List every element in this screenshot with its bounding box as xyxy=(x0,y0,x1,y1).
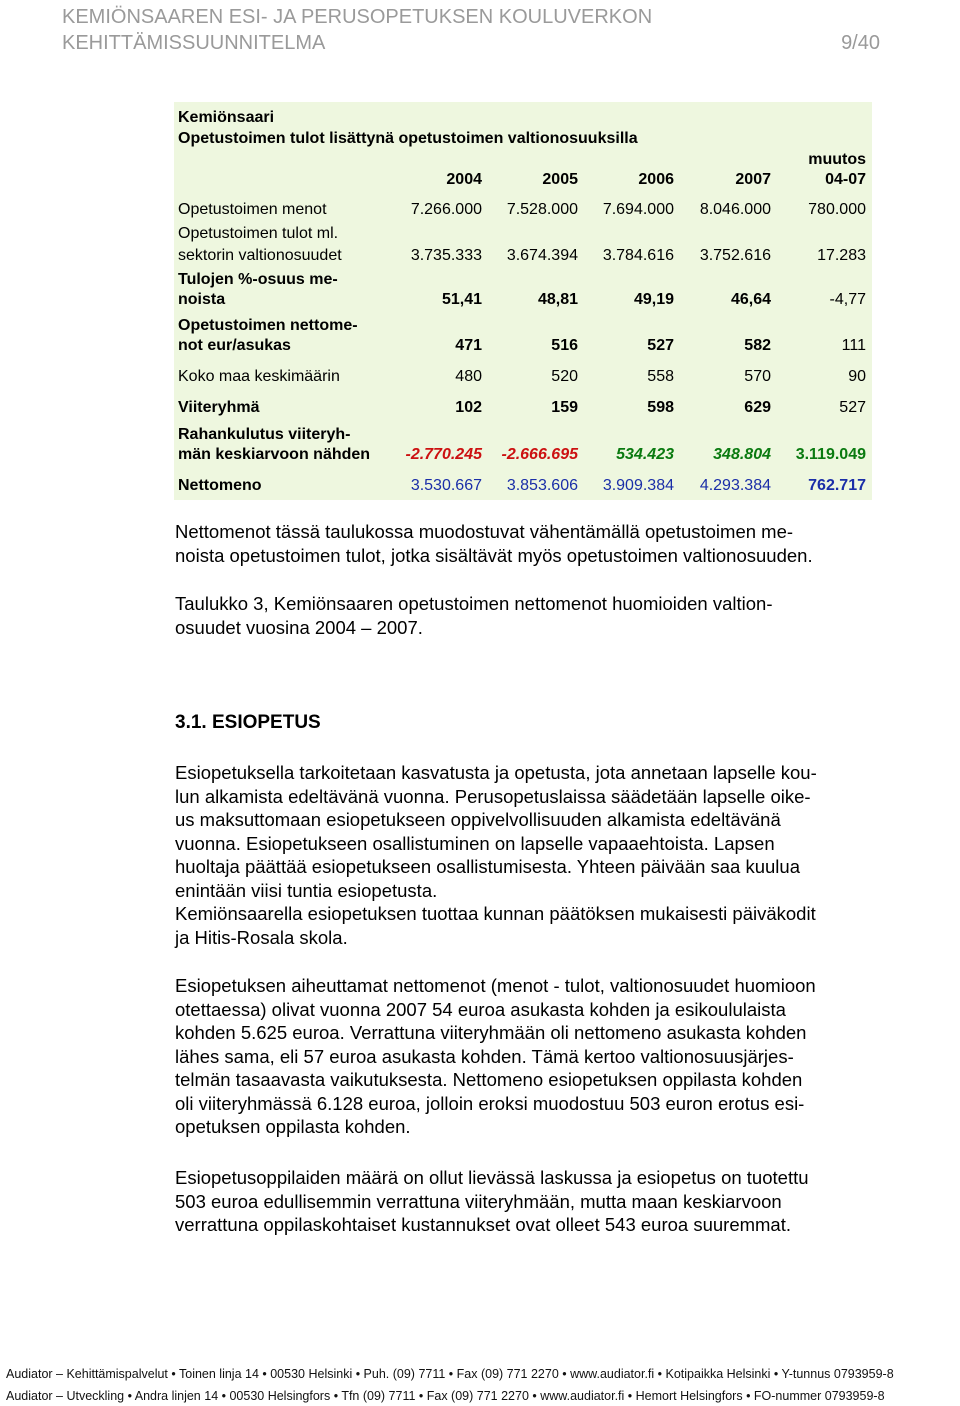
table-cell-change: 3.119.049 xyxy=(795,446,866,463)
text-line: enintään viisi tuntia esiopetusta. xyxy=(175,879,438,901)
text-line: lähes sama, eli 57 euroa asukasta kohden. Tämä kertoo valtionosuusjärjes- xyxy=(175,1045,794,1067)
text-line: osuudet vuosina 2004 – 2007. xyxy=(175,616,423,638)
paragraph-esiopetus-summary xyxy=(175,1166,895,1237)
table-caption-paragraph xyxy=(175,592,895,639)
text-line: telmän tasaavasta vaikutuksesta. Nettomeno esiopetuksen oppilasta kohden xyxy=(175,1069,803,1090)
footer-line-finnish: Audiator – Kehittämispalvelut • Toinen linja 14 • 00530 Helsinki • Puh. (09) 7711 • Fax (09) 771 2270 • www.audiator.fi • Kotipaikka Helsinki • Y-tunnus 0793959-8 xyxy=(6,1367,894,1381)
text-line: noista opetustoimen tulot, jotka sisältävät myös opetustoimen valtionosuuden. xyxy=(175,544,813,566)
col-header-2006: 2006 xyxy=(638,171,674,188)
row-label-nettomeno: Nettomeno xyxy=(178,477,262,494)
table-cell: 629 xyxy=(744,399,771,416)
table-cell: 51,41 xyxy=(441,291,482,308)
text-line: 503 euroa edullisemmin verrattuna viiteryhmään, mutta maan keskiarvoon xyxy=(175,1190,782,1212)
footer-line-swedish: Audiator – Utveckling • Andra linjen 14 • 00530 Helsingfors • Tfn (09) 7711 • Fax (09) 771 2270 • www.audiator.fi • Hemort Helsingfors • FO-nummer 0793959-8 xyxy=(6,1389,885,1403)
table-cell: 8.046.000 xyxy=(699,201,771,218)
row-label-osuus-2: noista xyxy=(178,291,226,308)
text-line: lun alkamista edeltävänä vuonna. Perusopetuslaissa säädetään lapselle oike- xyxy=(175,785,811,807)
text-line: ja Hitis-Rosala skola. xyxy=(175,926,348,948)
table-caption-municipality: Kemiönsaari xyxy=(178,109,275,126)
text-line: Esiopetuksen aiheuttamat nettomenot (menot - tulot, valtionosuudet huomioon xyxy=(175,975,816,996)
row-label-rahankulutus: Rahankulutus viiteryh- xyxy=(178,426,351,443)
table-cell-change: 527 xyxy=(839,399,866,416)
table-cell: 3.853.606 xyxy=(506,477,578,494)
table-cell: 7.694.000 xyxy=(602,201,674,218)
table-cell: 159 xyxy=(551,399,578,416)
table-cell: 3.674.394 xyxy=(506,247,578,264)
text-line: us maksuttomaan esiopetukseen oppivelvollisuuden alkamista edeltävänä xyxy=(175,809,781,830)
row-label-tulot-2: sektorin valtionosuudet xyxy=(178,247,342,264)
text-line: vuonna. Esiopetukseen osallistuminen on lapselle vapaaehtoista. Lapsen xyxy=(175,832,775,854)
text-line: verrattuna oppilaskohtaiset kustannukset ovat olleet 543 euroa suuremmat. xyxy=(175,1214,792,1235)
row-label-nettomenot: Opetustoimen nettome- xyxy=(178,317,358,334)
row-label-menot: Opetustoimen menot xyxy=(178,201,327,218)
document-header xyxy=(62,4,880,56)
table-cell: 598 xyxy=(647,399,674,416)
table-cell: 102 xyxy=(455,399,482,416)
col-header-2004: 2004 xyxy=(446,171,482,188)
table-cell-change: 90 xyxy=(848,368,866,385)
table-cell-change: 17.283 xyxy=(817,247,866,264)
header-title-line2: KEHITTÄMISSUUNNITELMA xyxy=(62,32,326,54)
text-line: Nettomenot tässä taulukossa muodostuvat vähentämällä opetustoimen me- xyxy=(175,521,794,542)
text-line: huoltaja päättää esiopetukseen osallistumisesta. Yhteen päivään saa kuulua xyxy=(175,856,800,877)
text-line: kohden 5.625 euroa. Verrattuna viiteryhmään oli nettomeno asukasta kohden xyxy=(175,1022,807,1043)
table-cell-change: -4,77 xyxy=(829,291,866,308)
section-heading: 3.1. ESIOPETUS xyxy=(175,712,321,733)
table-cell: 570 xyxy=(744,368,771,385)
table-cell: 7.528.000 xyxy=(506,201,578,218)
text-line: otettaessa) olivat vuonna 2007 54 euroa asukasta kohden ja esikoululaista xyxy=(175,998,786,1020)
table-cell: 3.530.667 xyxy=(410,477,482,494)
table-caption-title: Opetustoimen tulot lisättynä opetustoimen valtionosuuksilla xyxy=(178,130,638,147)
text-line: opetuksen oppilasta kohden. xyxy=(175,1116,411,1137)
row-label-osuus: Tulojen %-osuus me- xyxy=(178,271,338,288)
row-label-nettomenot-2: not eur/asukas xyxy=(178,337,291,354)
page-number: 9/40 xyxy=(841,32,880,54)
col-header-change: muutos xyxy=(808,151,866,168)
paragraph-esiopetus-intro xyxy=(175,761,895,949)
table-cell: 471 xyxy=(455,337,482,354)
table-cell: 480 xyxy=(455,368,482,385)
paragraph-esiopetus-costs xyxy=(175,974,895,1139)
table-cell: 3.752.616 xyxy=(699,247,771,264)
row-label-viiteryhma: Viiteryhmä xyxy=(178,399,260,416)
paragraph-table-explanation xyxy=(175,520,895,567)
table-cell: -2.770.245 xyxy=(405,446,482,463)
table-cell: 49,19 xyxy=(633,291,674,308)
text-line: Esiopetusoppilaiden määrä on ollut lievässä laskussa ja esiopetus on tuotettu xyxy=(175,1167,809,1188)
table-cell-change: 762.717 xyxy=(808,477,866,494)
text-line: Taulukko 3, Kemiönsaaren opetustoimen nettomenot huomioiden valtion- xyxy=(175,593,773,614)
table-cell: 348.804 xyxy=(713,446,771,463)
table-cell: 3.735.333 xyxy=(410,247,482,264)
col-header-2007: 2007 xyxy=(735,171,771,188)
row-label-tulot: Opetustoimen tulot ml. xyxy=(178,225,339,242)
table-cell-change: 780.000 xyxy=(808,201,866,218)
table-cell: 520 xyxy=(551,368,578,385)
header-title-line1: KEMIÖNSAAREN ESI- JA PERUSOPETUKSEN KOULUVERKON xyxy=(62,6,653,28)
table-cell: 46,64 xyxy=(730,291,771,308)
finance-table xyxy=(174,102,872,500)
table-cell: 534.423 xyxy=(616,446,674,463)
table-cell: 3.909.384 xyxy=(602,477,674,494)
table-cell: 558 xyxy=(647,368,674,385)
row-label-rahankulutus-2: män keskiarvoon nähden xyxy=(178,446,371,463)
text-line: Kemiönsaarella esiopetuksen tuottaa kunnan päätöksen mukaisesti päiväkodit xyxy=(175,903,816,924)
table-cell-change: 111 xyxy=(841,337,866,354)
table-cell: 4.293.384 xyxy=(699,477,771,494)
text-line: Esiopetuksella tarkoitetaan kasvatusta ja opetusta, jota annetaan lapselle kou- xyxy=(175,762,817,783)
table-cell: -2.666.695 xyxy=(501,446,578,463)
col-header-2005: 2005 xyxy=(542,171,578,188)
table-cell: 48,81 xyxy=(537,291,578,308)
table-cell: 582 xyxy=(744,337,771,354)
table-cell: 516 xyxy=(551,337,578,354)
table-cell: 527 xyxy=(647,337,674,354)
col-header-change-period: 04-07 xyxy=(825,171,866,188)
table-cell: 3.784.616 xyxy=(602,247,674,264)
row-label-koko-maa: Koko maa keskimäärin xyxy=(178,368,340,385)
table-cell: 7.266.000 xyxy=(410,201,482,218)
text-line: oli viiteryhmässä 6.128 euroa, jolloin eroksi muodostuu 503 euron erotus esi- xyxy=(175,1092,805,1114)
